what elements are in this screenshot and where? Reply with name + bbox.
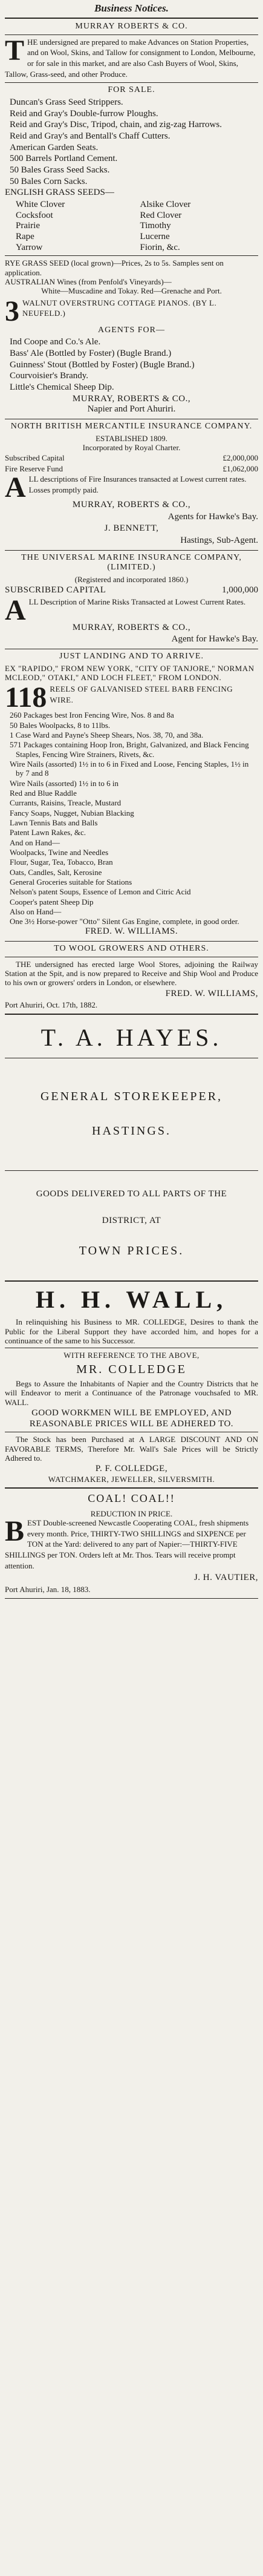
signature: MURRAY, ROBERTS & CO., (72, 499, 191, 510)
list-item: Fancy Soaps, Nugget, Nubian Blacking (10, 808, 134, 818)
rule (5, 1014, 258, 1015)
list-item: General Groceries suitable for Stations (10, 877, 132, 887)
reserve-value: £1,062,000 (222, 464, 258, 473)
list-item: 50 Bales Corn Sacks. (10, 176, 88, 186)
coal-ad (5, 1492, 258, 1594)
rule (5, 1598, 258, 1599)
wall-intro: In relinquishing his Business to MR. COLLEDGE, Desires to thank the Public for the Liberal Support they have accorded him, and hopes for a continuance of the same to his Successor. (5, 1317, 258, 1345)
delivery-line-2: DISTRICT, AT (102, 1215, 161, 1225)
wall-name: H. H. WALL, (35, 1286, 228, 1314)
drop-cap: B (5, 1515, 25, 1548)
for-sale-heading: FOR SALE. (108, 85, 155, 95)
rule (5, 550, 258, 551)
list-item: Guinness' Stout (Bottled by Foster) (Bugle Brand.) (10, 359, 195, 370)
north-british-ad (5, 422, 258, 546)
ad-title: NORTH BRITISH MERCANTILE INSURANCE COMPANY. (10, 422, 253, 431)
list-item: Courvoisier's Brandy. (10, 371, 89, 381)
seed-item: Lucerne (140, 232, 170, 242)
signature: FRED. W. WILLIAMS, (165, 988, 258, 998)
list-item: 1 Case Ward and Payne's Sheep Shears, Nos. 38, 70, and 38a. (10, 730, 204, 739)
list-item: Red and Blue Raddle (10, 788, 77, 798)
spacer (5, 1200, 258, 1216)
wool-growers-ad (5, 944, 258, 1010)
list-item: Wire Nails (assorted) 1½ in to 6 in (10, 778, 119, 788)
seed-item: Fiorin, &c. (140, 242, 180, 252)
universal-marine-ad (5, 553, 258, 645)
hayes-place: HASTINGS. (92, 1124, 171, 1138)
list-item: 500 Barrels Portland Cement. (10, 154, 118, 164)
list-item: Woolpacks, Twine and Needles (10, 847, 109, 857)
seed-item: Yarrow (16, 242, 43, 252)
section-heading: Business Notices. (94, 2, 169, 14)
list-item: And on Hand— (10, 837, 60, 847)
spacer (5, 1173, 258, 1189)
spacer (5, 1061, 258, 1087)
reserve-row (5, 464, 258, 473)
rule (5, 18, 258, 19)
list-item: Wire Nails (assorted) 1½ in to 6 in Fixed and Loose, Fencing Staples, 1½ in by 7 and 8 (10, 759, 249, 778)
list-item: Patent Lawn Rakes, &c. (10, 828, 86, 837)
ad-title: THE UNIVERSAL MARINE INSURANCE COMPANY, (LIMITED.) (21, 552, 242, 572)
rule (5, 1280, 258, 1282)
list-item: Flour, Sugar, Tea, Tobacco, Bran (10, 857, 113, 867)
stock-notice: The Stock has been Purchased at A LARGE DISCOUNT AND ON FAVORABLE TERMS, Therefore Mr. Wall's Sale Prices will be Strictly Adhered to. (5, 1435, 258, 1463)
ad-title: TO WOOL GROWERS AND OTHERS. (54, 944, 209, 954)
price-reduction: REDUCTION IN PRICE. (90, 1509, 173, 1518)
signature: MURRAY, ROBERTS & CO., (72, 622, 191, 632)
address: Napier and Port Ahuriri. (87, 404, 176, 415)
hayes-name: T. A. HAYES. (41, 1023, 222, 1051)
agents-line: Agents for Hawke's Bay. (167, 511, 258, 522)
ad-body: THE undersigned has erected large Wool Stores, adjoining the Railway Station at the Spit, and is now prepared to Receive and Ship Wool and Produce to his own or growers' orders in London, or elsewhere. (5, 959, 258, 988)
spacer (5, 1261, 258, 1277)
capital-label: SUBSCRIBED CAPITAL (5, 585, 106, 595)
delivery-line-3: TOWN PRICES. (79, 1244, 184, 1258)
seed-item: Rape (16, 232, 34, 242)
list-item: Ind Coope and Co.'s Ale. (10, 337, 101, 347)
date-line: Port Ahuriri, Oct. 17th, 1882. (5, 1000, 98, 1010)
agents-list (5, 337, 258, 393)
wines-detail: White—Muscadine and Tokay. Red—Grenache and Port. (41, 286, 222, 296)
drop-cap: 118 (5, 681, 47, 714)
agents-heading: AGENTS FOR— (98, 325, 165, 335)
list-item: Reid and Gray's Double-furrow Ploughs. (10, 108, 158, 119)
list-item: 571 Packages containing Hoop Iron, Bright, Galvanized, and Black Fencing Staples, Fencing Wire Strainers, Rivets, &c. (10, 740, 249, 759)
list-item: Bass' Ale (Bottled by Foster) (Bugle Brand.) (10, 348, 172, 358)
list-item: Nelson's patent Soups, Essence of Lemon and Citric Acid (10, 887, 191, 897)
list-item: Cooper's patent Sheep Dip (10, 897, 94, 906)
sale-items-list (5, 97, 258, 188)
incorporated: Incorporated by Royal Charter. (82, 442, 181, 452)
drop-cap: A (5, 471, 26, 503)
subagent-name: J. BENNETT, (104, 523, 159, 534)
seed-item: Alsike Clover (140, 200, 191, 210)
wire-line: REELS OF GALVANISED STEEL BARB FENCING WIRE. (50, 684, 233, 704)
hayes-trade: GENERAL STOREKEEPER, (40, 1089, 223, 1103)
list-item: One 3½ Horse-power "Otto" Silent Gas Engine, complete, in good order. (10, 917, 239, 926)
drop-cap: A (5, 594, 26, 626)
drop-cap: T (5, 34, 25, 67)
list-item: Little's Chemical Sheep Dip. (10, 382, 114, 393)
delivery-line-1: GOODS DELIVERED TO ALL PARTS OF THE (36, 1189, 227, 1199)
reference-line: WITH REFERENCE TO THE ABOVE, (63, 1351, 200, 1360)
list-item: Duncan's Grass Seed Strippers. (10, 97, 123, 107)
advances-body: HE undersigned are prepared to make Advances on Station Properties, and on Wool, Skins, and Tallow for consignment to London, Melbourne, or for sale in this market, and are also Cash Buyers of Wool, Skins, Tallow, Grass-seed, and other Produce. (5, 37, 256, 79)
subagent-place: Hastings, Sub-Agent. (180, 535, 258, 545)
list-item: 50 Bales Woolpacks, 8 to 11lbs. (10, 720, 111, 730)
seed-item: White Clover (16, 200, 65, 210)
established: ESTABLISHED 1809. (96, 433, 167, 443)
signature: FRED. W. WILLIAMS. (85, 926, 178, 937)
williams-ad (5, 652, 258, 937)
ad-headline: JUST LANDING AND TO ARRIVE. (59, 652, 204, 661)
list-item: Reid and Gray's and Bentall's Chaff Cutters. (10, 131, 170, 141)
ad-body: LL descriptions of Fire Insurances transacted at Lowest current rates. Losses promptly paid. (28, 474, 247, 494)
registered: (Registered and incorporated 1860.) (74, 574, 189, 584)
list-item: Lawn Tennis Bats and Balls (10, 818, 98, 827)
spacer (5, 1141, 258, 1168)
signature: P. F. COLLEDGE, (95, 1464, 168, 1474)
coal-body: EST Double-screened Newcastle Cooperating COAL, fresh shipments every month. Price, THIRTY-TWO SHILLINGS and SIXPENCE per TON at the Yard: delivered to any part of Napier:—THIRTY-FIVE SHILLINGS per TON. Orders left at Mr. Thos. Tears will receive prompt attention. (5, 1518, 249, 1570)
coal-title: COAL! COAL!! (88, 1492, 175, 1505)
drop-cap: 3 (5, 295, 19, 327)
trades-line: WATCHMAKER, JEWELLER, SILVERSMITH. (48, 1475, 215, 1484)
agent-line: Agent for Hawke's Bay. (171, 634, 258, 644)
signature: MURRAY, ROBERTS & CO., (72, 393, 191, 404)
spacer (5, 1106, 258, 1122)
goods-list (5, 710, 258, 926)
ships-line: EX "RAPIDO," FROM NEW YORK, "CITY OF TANJORE," NORMAN MCLEOD," OTAKI," AND LOCH FLEET," FROM LONDON. (5, 663, 255, 682)
subscribed-label: Subscribed Capital (5, 453, 65, 463)
rule (5, 941, 258, 942)
capital-value: 1,000,000 (222, 585, 258, 595)
spacer (5, 1226, 258, 1242)
reserve-label: Fire Reserve Fund (5, 464, 63, 473)
colledge-name: MR. COLLEDGE (76, 1362, 187, 1376)
capital-row (5, 453, 258, 462)
seed-item: Cocksfoot (16, 210, 53, 220)
seed-item: Prairie (16, 221, 40, 231)
pianos-notice: WALNUT OVERSTRUNG COTTAGE PIANOS. (BY L. NEUFELD.) (22, 298, 217, 318)
subscribed-value: £2,000,000 (222, 453, 258, 463)
seed-item: Timothy (140, 221, 171, 231)
grass-seeds-grid (16, 200, 258, 253)
rule (5, 82, 258, 83)
murray-roberts-ad (5, 22, 258, 415)
signature: J. H. VAUTIER, (193, 1573, 258, 1583)
seed-item: Red Clover (140, 210, 182, 220)
hayes-ad (5, 1023, 258, 1277)
workmen-promise: GOOD WORKMEN WILL BE EMPLOYED, AND REASONABLE PRICES WILL BE ADHERED TO. (29, 1408, 234, 1429)
date-line: Port Ahuriri, Jan. 18, 1883. (5, 1585, 91, 1594)
list-item: Also on Hand— (10, 906, 62, 916)
firm-name: MURRAY ROBERTS & CO. (75, 22, 188, 31)
list-item: 260 Packages best Iron Fencing Wire, Nos. 8 and 8a (10, 710, 174, 720)
rye-grass-notice: RYE GRASS SEED (local grown)—Prices, 2s to 5s. Samples sent on application. (5, 258, 224, 277)
wines-notice: AUSTRALIAN Wines (from Penfold's Vineyards)— (5, 277, 172, 287)
rule (5, 34, 258, 35)
rule (5, 255, 258, 256)
list-item: Reid and Gray's Disc, Tripod, chain, and zig-zag Harrows. (10, 120, 222, 130)
rule (5, 1170, 258, 1171)
rule (5, 1487, 258, 1489)
wall-colledge-ad (5, 1285, 258, 1484)
ad-body: LL Description of Marine Risks Transacted at Lowest Current Rates. (28, 597, 246, 606)
list-item: Oats, Candles, Salt, Kerosine (10, 867, 102, 877)
list-item: Currants, Raisins, Treacle, Mustard (10, 798, 122, 808)
colledge-body: Begs to Assure the Inhabitants of Napier and the Country Districts that he will Endeavor to merit a Continuance of the Patronage vouchsafed to MR. WALL. (5, 1379, 258, 1407)
grass-seeds-heading: ENGLISH GRASS SEEDS— (5, 188, 114, 198)
list-item: 50 Bales Grass Seed Sacks. (10, 165, 110, 175)
list-item: American Garden Seats. (10, 142, 99, 152)
capital-row (5, 585, 258, 596)
business-notices-page (5, 0, 258, 1599)
